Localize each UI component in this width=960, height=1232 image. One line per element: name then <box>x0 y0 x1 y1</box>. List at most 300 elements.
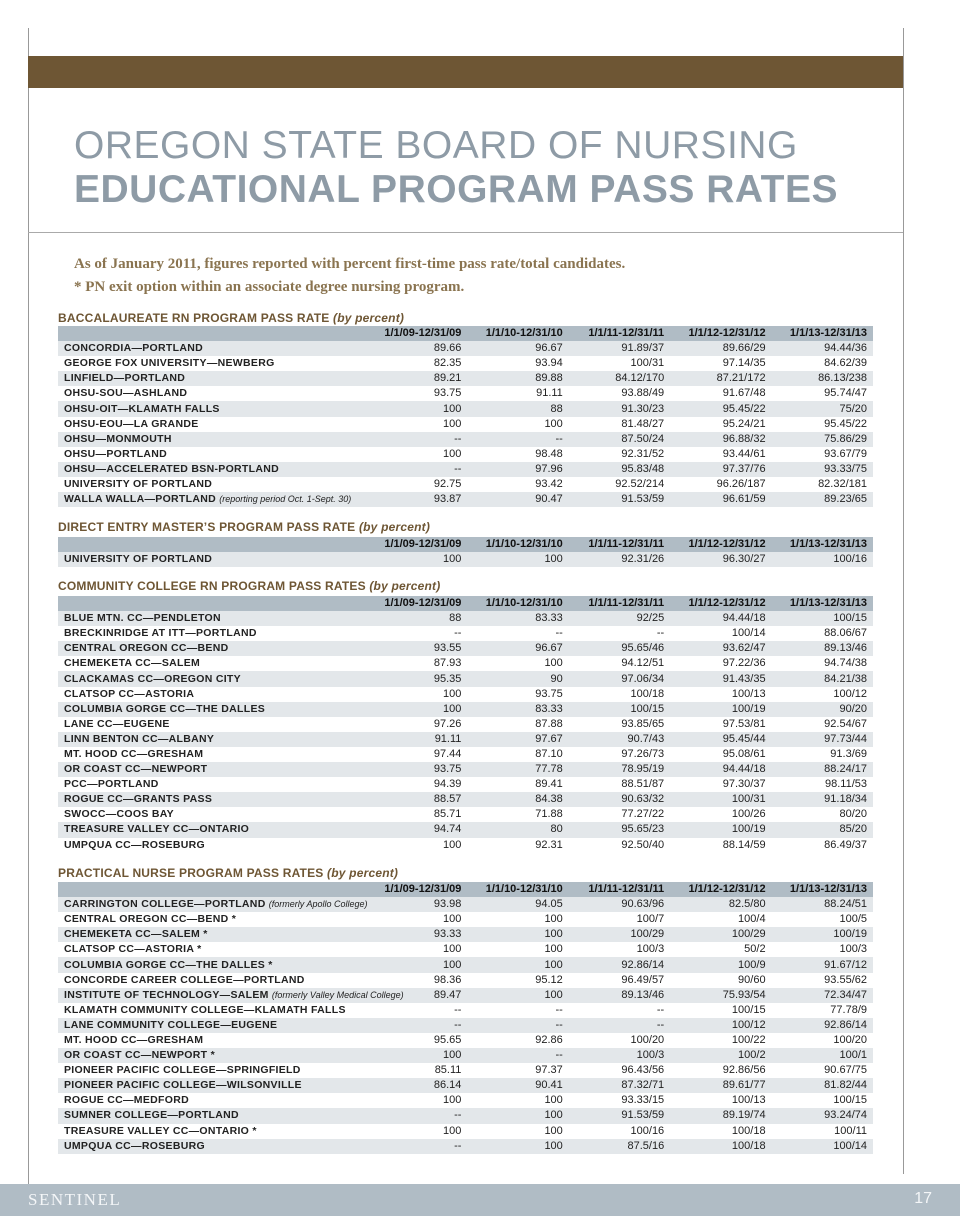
pass-rate-cell: 100 <box>467 942 568 957</box>
section-title-text: DIRECT ENTRY MASTER’S PROGRAM PASS RATE <box>58 520 356 534</box>
pass-rate-cell: 97.37 <box>467 1063 568 1078</box>
pass-rate-cell: 87.88 <box>467 717 568 732</box>
table-row <box>58 1003 873 1018</box>
table-row <box>58 492 873 507</box>
pass-rate-cell: 80 <box>467 822 568 837</box>
program-name: OHSU—MONMOUTH <box>64 432 172 445</box>
pass-rate-cell: 93.33/75 <box>772 462 873 477</box>
program-name-cell <box>58 942 366 957</box>
program-note: (formerly Valley Medical College) <box>271 989 404 1000</box>
program-name-cell <box>58 957 366 972</box>
pass-rate-cell: 100/15 <box>569 702 670 717</box>
pass-rate-cell: 87.21/172 <box>670 371 771 386</box>
pass-rate-cell: 97.26 <box>366 717 467 732</box>
program-name-cell <box>58 417 366 432</box>
program-name-cell <box>58 656 366 671</box>
table-row <box>58 477 873 492</box>
program-name: UMPQUA CC—ROSEBURG <box>64 1139 205 1152</box>
table-row <box>58 341 873 356</box>
program-name: COLUMBIA GORGE CC—THE DALLES <box>64 702 266 715</box>
program-name: CENTRAL OREGON CC—BEND * <box>64 913 237 926</box>
program-name-cell <box>58 822 366 837</box>
program-name: WALLA WALLA—PORTLAND <box>64 493 217 506</box>
table-baccalaureate-rn-program-pass-rate <box>58 326 873 507</box>
column-header-period: 1/1/09-12/31/09 <box>366 537 467 552</box>
column-header-period: 1/1/10-12/31/10 <box>467 596 568 611</box>
program-name: OHSU-EOU—LA GRANDE <box>64 417 199 430</box>
program-note: (reporting period Oct. 1-Sept. 30) <box>219 494 352 505</box>
pass-rate-cell: 92.86/14 <box>772 1018 873 1033</box>
pass-rate-cell: 92/25 <box>569 611 670 626</box>
pass-rate-cell: 95.65 <box>366 1033 467 1048</box>
pass-rate-cell: 92.86/56 <box>670 1063 771 1078</box>
pass-rate-cell: 93.33 <box>366 927 467 942</box>
pass-rate-cell: 100 <box>467 1124 568 1139</box>
pass-rate-cell: 88 <box>366 611 467 626</box>
program-name-cell <box>58 671 366 686</box>
table-row <box>58 1048 873 1063</box>
column-header-period: 1/1/11-12/31/11 <box>569 537 670 552</box>
page-title-line2: EDUCATIONAL PROGRAM PASS RATES <box>74 168 838 211</box>
pass-rate-cell: 100/14 <box>772 1139 873 1154</box>
pass-rate-cell: 75.86/29 <box>772 432 873 447</box>
pass-rate-cell: 93.24/74 <box>772 1108 873 1123</box>
table-row <box>58 702 873 717</box>
pass-rate-cell: 100/7 <box>569 912 670 927</box>
program-name: SUMNER COLLEGE—PORTLAND <box>64 1109 239 1122</box>
pass-rate-cell: 100/18 <box>670 1124 771 1139</box>
program-name-cell <box>58 626 366 641</box>
pass-rate-cell: 100 <box>467 912 568 927</box>
pass-rate-cell: 100/20 <box>772 1033 873 1048</box>
pass-rate-cell: 94.44/18 <box>670 611 771 626</box>
program-name-cell <box>58 1093 366 1108</box>
program-name-cell <box>58 552 366 567</box>
table-row <box>58 747 873 762</box>
pass-rate-cell: 100/15 <box>670 1003 771 1018</box>
pass-rate-cell: 100 <box>366 417 467 432</box>
pass-rate-cell: 84.21/38 <box>772 671 873 686</box>
program-note: (formerly Apollo College) <box>268 899 368 910</box>
program-name-cell <box>58 1139 366 1154</box>
program-name: CLACKAMAS CC—OREGON CITY <box>64 672 241 685</box>
column-header-period: 1/1/12-12/31/12 <box>670 882 771 897</box>
pass-rate-cell: 85.11 <box>366 1063 467 1078</box>
program-name: LINFIELD—PORTLAND <box>64 372 186 385</box>
program-name: SWOCC—COOS BAY <box>64 808 174 821</box>
column-header-period: 1/1/10-12/31/10 <box>467 326 568 341</box>
table-row <box>58 1078 873 1093</box>
pass-rate-cell: 87.50/24 <box>569 432 670 447</box>
pass-rate-cell: 100/12 <box>670 1018 771 1033</box>
pass-rate-cell: 97.14/35 <box>670 356 771 371</box>
table-row <box>58 1018 873 1033</box>
pass-rate-cell: 89.66/29 <box>670 341 771 356</box>
program-name: PIONEER PACIFIC COLLEGE—WILSONVILLE <box>64 1079 302 1092</box>
pass-rate-cell: 93.75 <box>467 687 568 702</box>
program-name: CENTRAL OREGON CC—BEND <box>64 642 229 655</box>
pass-rate-cell: 85.71 <box>366 807 467 822</box>
pass-rate-cell: 95.65/23 <box>569 822 670 837</box>
pass-rate-cell: 100 <box>366 447 467 462</box>
pass-rate-cell: 92.86/14 <box>569 957 670 972</box>
pass-rate-cell: 100 <box>366 912 467 927</box>
pass-rate-cell: 93.62/47 <box>670 641 771 656</box>
program-name: LINN BENTON CC—ALBANY <box>64 732 215 745</box>
publication-name: SENTINEL <box>28 1190 122 1209</box>
pass-rate-cell: 83.33 <box>467 611 568 626</box>
pass-rate-cell: 98.11/53 <box>772 777 873 792</box>
pass-rate-cell: 89.47 <box>366 988 467 1003</box>
program-name: BRECKINRIDGE AT ITT—PORTLAND <box>64 627 257 640</box>
pass-rate-cell: 100 <box>467 1093 568 1108</box>
left-margin-rule <box>28 28 29 1188</box>
pass-rate-cell: 100/22 <box>670 1033 771 1048</box>
pass-rate-cell: 100/19 <box>772 927 873 942</box>
column-header-period: 1/1/09-12/31/09 <box>366 596 467 611</box>
pass-rate-cell: 85/20 <box>772 822 873 837</box>
pass-rate-cell: 100/29 <box>670 927 771 942</box>
pass-rate-cell: 97.67 <box>467 732 568 747</box>
pass-rate-cell: 100/20 <box>569 1033 670 1048</box>
section-title-direct-entry-master-s-program-pass-rate <box>58 520 430 534</box>
pass-rate-cell: 100/9 <box>670 957 771 972</box>
pass-rate-cell: 93.67/79 <box>772 447 873 462</box>
pass-rate-cell: 92.52/214 <box>569 477 670 492</box>
pass-rate-cell: -- <box>366 1018 467 1033</box>
pass-rate-cell: 90.67/75 <box>772 1063 873 1078</box>
program-name-cell <box>58 702 366 717</box>
program-name-cell <box>58 838 366 853</box>
program-name-cell <box>58 341 366 356</box>
pass-rate-cell: 97.53/81 <box>670 717 771 732</box>
program-name: UNIVERSITY OF PORTLAND <box>64 553 213 566</box>
program-name-cell <box>58 401 366 416</box>
program-name-cell <box>58 717 366 732</box>
program-name: LANE CC—EUGENE <box>64 717 170 730</box>
pass-rate-cell: 72.34/47 <box>772 988 873 1003</box>
pass-rate-cell: 91.89/37 <box>569 341 670 356</box>
pass-rate-cell: 90 <box>467 671 568 686</box>
program-name-cell <box>58 1124 366 1139</box>
pass-rate-cell: 86.14 <box>366 1078 467 1093</box>
pass-rate-cell: -- <box>569 1018 670 1033</box>
table-row <box>58 792 873 807</box>
page-number: 17 <box>914 1190 932 1207</box>
pass-rate-cell: 100/13 <box>670 1093 771 1108</box>
table-row <box>58 807 873 822</box>
table-row <box>58 656 873 671</box>
table-row <box>58 552 873 567</box>
table-row <box>58 371 873 386</box>
table-row <box>58 432 873 447</box>
pass-rate-cell: 100 <box>467 957 568 972</box>
program-name: OR COAST CC—NEWPORT <box>64 763 208 776</box>
program-name: TREASURE VALLEY CC—ONTARIO <box>64 823 250 836</box>
program-name: OHSU—ACCELERATED BSN-PORTLAND <box>64 462 280 475</box>
program-name-cell <box>58 927 366 942</box>
pass-rate-cell: 96.30/27 <box>670 552 771 567</box>
program-name-cell <box>58 988 404 1003</box>
program-name-cell <box>58 447 366 462</box>
pass-rate-cell: 100 <box>366 1124 467 1139</box>
pass-rate-cell: 97.44 <box>366 747 467 762</box>
pass-rate-cell: 92.50/40 <box>569 838 670 853</box>
pass-rate-cell: 87.93 <box>366 656 467 671</box>
pass-rate-cell: 93.55 <box>366 641 467 656</box>
pass-rate-cell: 90/20 <box>772 702 873 717</box>
program-name-cell <box>58 477 366 492</box>
pass-rate-cell: 91.53/59 <box>569 492 670 507</box>
pass-rate-cell: -- <box>467 1018 568 1033</box>
pass-rate-cell: 75/20 <box>772 401 873 416</box>
pass-rate-cell: 88.24/17 <box>772 762 873 777</box>
section-title-community-college-rn-program-pass-rates <box>58 579 440 593</box>
pass-rate-cell: 92.31/26 <box>569 552 670 567</box>
table-row <box>58 942 873 957</box>
pass-rate-cell: 95.65/46 <box>569 641 670 656</box>
program-name: CLATSOP CC—ASTORIA * <box>64 943 202 956</box>
pass-rate-cell: 100/3 <box>569 1048 670 1063</box>
column-header-period: 1/1/10-12/31/10 <box>467 882 568 897</box>
pass-rate-cell: 100/2 <box>670 1048 771 1063</box>
pass-rate-cell: 100 <box>366 942 467 957</box>
table-row <box>58 1033 873 1048</box>
pass-rate-cell: 100/31 <box>569 356 670 371</box>
pass-rate-cell: 89.13/46 <box>569 988 670 1003</box>
pass-rate-cell: 93.33/15 <box>569 1093 670 1108</box>
program-name: BLUE MTN. CC—PENDLETON <box>64 612 221 625</box>
program-name: MT. HOOD CC—GRESHAM <box>64 1033 204 1046</box>
table-row <box>58 1139 873 1154</box>
pass-rate-cell: 97.73/44 <box>772 732 873 747</box>
pass-rate-cell: 94.12/51 <box>569 656 670 671</box>
pass-rate-cell: 100/31 <box>670 792 771 807</box>
pass-rate-cell: -- <box>366 432 467 447</box>
pass-rate-cell: 82.35 <box>366 356 467 371</box>
pass-rate-cell: 100/18 <box>670 1139 771 1154</box>
table-row <box>58 838 873 853</box>
table-direct-entry-master-s-program-pass-rate <box>58 537 873 567</box>
pass-rate-cell: 93.87 <box>366 492 467 507</box>
program-name-cell <box>58 1048 366 1063</box>
pass-rate-cell: 93.85/65 <box>569 717 670 732</box>
pass-rate-cell: 97.30/37 <box>670 777 771 792</box>
table-row <box>58 401 873 416</box>
pass-rate-cell: 89.13/46 <box>772 641 873 656</box>
pass-rate-cell: 93.98 <box>366 897 467 912</box>
program-name: OHSU-SOU—ASHLAND <box>64 387 188 400</box>
pass-rate-cell: 100/16 <box>772 552 873 567</box>
pass-rate-cell: 94.74 <box>366 822 467 837</box>
table-row <box>58 671 873 686</box>
program-name-cell <box>58 611 366 626</box>
program-name: PIONEER PACIFIC COLLEGE—SPRINGFIELD <box>64 1064 301 1077</box>
pass-rate-cell: 100/15 <box>772 611 873 626</box>
pass-rate-cell: 98.36 <box>366 973 467 988</box>
pass-rate-cell: 88 <box>467 401 568 416</box>
column-header-period: 1/1/13-12/31/13 <box>772 326 873 341</box>
pass-rate-cell: 83.33 <box>467 702 568 717</box>
pass-rate-cell: -- <box>467 1003 568 1018</box>
pass-rate-cell: 93.55/62 <box>772 973 873 988</box>
pass-rate-cell: 88.24/51 <box>772 897 873 912</box>
top-color-band <box>28 56 903 88</box>
pass-rate-cell: 84.12/170 <box>569 371 670 386</box>
pass-rate-cell: 90.63/32 <box>569 792 670 807</box>
intro-note: As of January 2011, figures reported with percent first-time pass rate/total candidates. <box>74 256 626 272</box>
program-name-cell <box>58 1033 366 1048</box>
column-header-period: 1/1/11-12/31/11 <box>569 326 670 341</box>
program-name-cell <box>58 432 366 447</box>
table-row <box>58 1093 873 1108</box>
pass-rate-cell: 88.57 <box>366 792 467 807</box>
pass-rate-cell: 50/2 <box>670 942 771 957</box>
program-name-cell <box>58 1108 366 1123</box>
pass-rate-cell: 92.86 <box>467 1033 568 1048</box>
pass-rate-cell: 84.62/39 <box>772 356 873 371</box>
program-name: TREASURE VALLEY CC—ONTARIO * <box>64 1124 257 1137</box>
table-row <box>58 386 873 401</box>
pass-rate-cell: 87.10 <box>467 747 568 762</box>
table-row <box>58 762 873 777</box>
table-header-row <box>58 596 873 611</box>
pass-rate-cell: 78.95/19 <box>569 762 670 777</box>
section-title-practical-nurse-program-pass-rates <box>58 866 398 880</box>
table-row <box>58 717 873 732</box>
program-name-cell <box>58 973 366 988</box>
table-row <box>58 462 873 477</box>
pass-rate-cell: 97.96 <box>467 462 568 477</box>
pass-rate-cell: -- <box>569 1003 670 1018</box>
pass-rate-cell: -- <box>467 626 568 641</box>
pass-rate-cell: 94.44/18 <box>670 762 771 777</box>
column-header-period: 1/1/10-12/31/10 <box>467 537 568 552</box>
section-title-text: COMMUNITY COLLEGE RN PROGRAM PASS RATES <box>58 579 366 593</box>
pass-rate-cell: 100/4 <box>670 912 771 927</box>
pass-rate-cell: 86.13/238 <box>772 371 873 386</box>
pass-rate-cell: 100 <box>467 1139 568 1154</box>
pass-rate-cell: 94.74/38 <box>772 656 873 671</box>
pass-rate-cell: 100/5 <box>772 912 873 927</box>
pass-rate-cell: 96.67 <box>467 341 568 356</box>
pass-rate-cell: 92.54/67 <box>772 717 873 732</box>
table-row <box>58 626 873 641</box>
pass-rate-cell: 91.30/23 <box>569 401 670 416</box>
pass-rate-cell: 90.41 <box>467 1078 568 1093</box>
program-name-cell <box>58 792 366 807</box>
pass-rate-cell: 97.22/36 <box>670 656 771 671</box>
pass-rate-cell: 93.75 <box>366 762 467 777</box>
program-name-cell <box>58 807 366 822</box>
pass-rate-cell: 80/20 <box>772 807 873 822</box>
column-header-period: 1/1/13-12/31/13 <box>772 537 873 552</box>
program-name: ROGUE CC—MEDFORD <box>64 1094 189 1107</box>
pass-rate-cell: 94.39 <box>366 777 467 792</box>
column-header-period: 1/1/12-12/31/12 <box>670 326 771 341</box>
pass-rate-cell: 77.78 <box>467 762 568 777</box>
pass-rate-cell: 100 <box>366 1048 467 1063</box>
program-name: ROGUE CC—GRANTS PASS <box>64 793 213 806</box>
pass-rate-cell: 92.75 <box>366 477 467 492</box>
program-name: LANE COMMUNITY COLLEGE—EUGENE <box>64 1018 278 1031</box>
program-name: CHEMEKETA CC—SALEM * <box>64 928 208 941</box>
pass-rate-cell: 100/12 <box>772 687 873 702</box>
table-row <box>58 912 873 927</box>
column-header-period: 1/1/13-12/31/13 <box>772 882 873 897</box>
pass-rate-cell: 92.31/52 <box>569 447 670 462</box>
pass-rate-cell: 95.45/22 <box>670 401 771 416</box>
pass-rate-cell: 75.93/54 <box>670 988 771 1003</box>
pass-rate-cell: 95.74/47 <box>772 386 873 401</box>
program-name: INSTITUTE OF TECHNOLOGY—SALEM <box>64 988 269 1001</box>
table-row <box>58 732 873 747</box>
program-name: PCC—PORTLAND <box>64 778 159 791</box>
program-name: OR COAST CC—NEWPORT * <box>64 1049 215 1062</box>
program-name-cell <box>58 687 366 702</box>
program-name-cell <box>58 1003 366 1018</box>
pass-rate-cell: 100 <box>366 702 467 717</box>
pass-rate-cell: 94.44/36 <box>772 341 873 356</box>
program-name-cell <box>58 371 366 386</box>
pass-rate-cell: 96.88/32 <box>670 432 771 447</box>
pass-rate-cell: 93.42 <box>467 477 568 492</box>
table-header-row <box>58 882 873 897</box>
pass-rate-cell: 81.48/27 <box>569 417 670 432</box>
pass-rate-cell: 100 <box>366 401 467 416</box>
pass-rate-cell: 100 <box>366 687 467 702</box>
program-name: CARRINGTON COLLEGE—PORTLAND <box>64 898 266 911</box>
column-header-period: 1/1/11-12/31/11 <box>569 882 670 897</box>
program-name-cell <box>58 386 366 401</box>
pass-rate-cell: 91.67/48 <box>670 386 771 401</box>
pass-rate-cell: -- <box>366 1003 467 1018</box>
pass-rate-cell: -- <box>366 1139 467 1154</box>
pass-rate-cell: -- <box>366 462 467 477</box>
table-row <box>58 447 873 462</box>
pass-rate-cell: 96.61/59 <box>670 492 771 507</box>
pass-rate-cell: 91.53/59 <box>569 1108 670 1123</box>
pass-rate-cell: 90/60 <box>670 973 771 988</box>
pass-rate-cell: 97.06/34 <box>569 671 670 686</box>
pass-rate-cell: 100 <box>467 417 568 432</box>
pass-rate-cell: 89.19/74 <box>670 1108 771 1123</box>
pass-rate-cell: 92.31 <box>467 838 568 853</box>
pass-rate-cell: 94.05 <box>467 897 568 912</box>
pass-rate-cell: 89.88 <box>467 371 568 386</box>
table-row <box>58 1124 873 1139</box>
program-name-cell <box>58 762 366 777</box>
pass-rate-cell: 100/11 <box>772 1124 873 1139</box>
program-name-cell <box>58 1078 366 1093</box>
program-name: CONCORDIA—PORTLAND <box>64 342 203 355</box>
pass-rate-cell: 96.67 <box>467 641 568 656</box>
pass-rate-cell: 100 <box>366 1093 467 1108</box>
pass-rate-cell: 100/19 <box>670 702 771 717</box>
pass-rate-cell: 95.35 <box>366 671 467 686</box>
table-row <box>58 1108 873 1123</box>
pass-rate-cell: 100 <box>467 552 568 567</box>
pass-rate-cell: 90.47 <box>467 492 568 507</box>
pass-rate-cell: 89.66 <box>366 341 467 356</box>
pass-rate-cell: 93.75 <box>366 386 467 401</box>
program-name-cell <box>58 777 366 792</box>
table-row <box>58 611 873 626</box>
program-name-cell <box>58 1063 366 1078</box>
column-header-period: 1/1/12-12/31/12 <box>670 537 771 552</box>
table-row <box>58 1063 873 1078</box>
pass-rate-cell: 100/26 <box>670 807 771 822</box>
